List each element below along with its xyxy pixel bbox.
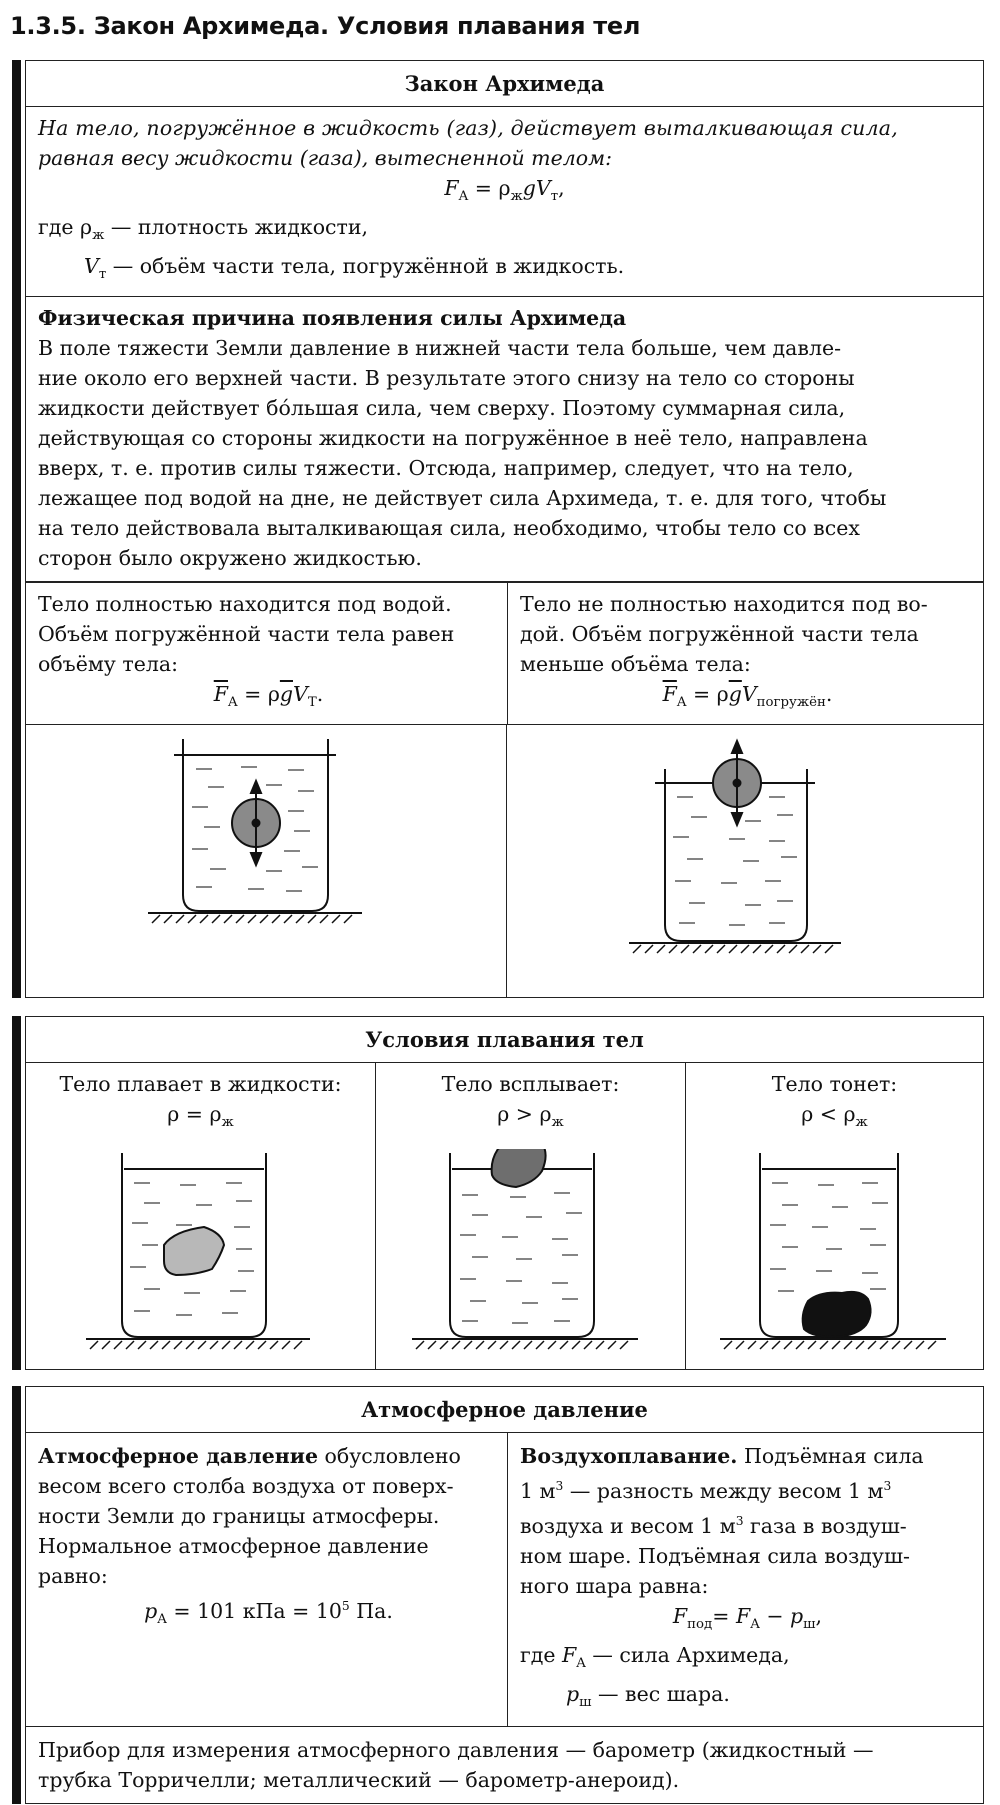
page-title: 1.3.5. Закон Архимеда. Условия плавания тел <box>10 12 641 40</box>
barometer-line: Прибор для измерения атмосферного давления — барометр (жидкостный — <box>38 1737 874 1762</box>
cause-line: лежащее под водой на дне, не действует сила Архимеда, т. е. для того, чтобы <box>38 486 887 511</box>
archimedes-statement <box>26 107 983 297</box>
case-condition: $\rho = \rho_ж$ <box>167 1102 234 1131</box>
lift-formula: $F_{под}= F_A - p_ш$, <box>672 1603 823 1632</box>
case-title: Тело тонет: <box>771 1072 898 1096</box>
atm-line: весом всего столба воздуха от поверх- <box>38 1474 454 1498</box>
barometer-text <box>26 1726 983 1803</box>
floating-case-greater <box>376 1063 686 1369</box>
archimedes-formula: $F_A = \rho_жgV_т$, <box>444 176 565 205</box>
cause-line: действующая со стороны жидкости на погружённое в неё тело, направлена <box>38 426 868 451</box>
partial-immersion-text <box>508 583 983 724</box>
atm-line: обусловлено <box>318 1444 461 1468</box>
case-title: Тело всплывает: <box>441 1072 620 1096</box>
cause-line: жидкости действует бо́льшая сила, чем сверху. Поэтому суммарная сила, <box>38 396 846 421</box>
floating-block <box>12 1016 984 1370</box>
case-title: Тело плавает в жидкости: <box>59 1072 342 1096</box>
physical-cause <box>26 297 983 581</box>
aero-line: ного шара равна: <box>520 1573 709 1598</box>
partial-formula: $\overline{F}_A = \rho\overline{g}V_{погружён}$. <box>662 682 833 711</box>
aeronautics-text: Воздухоплавание. Подъёмная сила 1 $м^3$ — разность между весом 1 $м^3$ воздуха и весом 1 $м^3$ газа в воздуш- ном шаре. Подъёмная сила воздуш- ного шара равна: $F_{под}= F_A - p_ш$, где $F_A$ — сила Архимеда, $p_ш$ — вес шара. <box>508 1433 983 1726</box>
case-condition: $\rho < \rho_ж$ <box>801 1102 868 1131</box>
aero-line: ном шаре. Подъёмная сила воздуш- <box>520 1543 910 1568</box>
cause-line: В поле тяжести Земли давление в нижней части тела больше, чем давле- <box>38 336 842 361</box>
atmospheric-pressure-term: Атмосферное давление <box>38 1444 319 1468</box>
atm-line: равно: <box>38 1564 108 1588</box>
immersion-block <box>12 582 984 998</box>
barometer-line: трубка Торричелли; металлический — барометр-анероид). <box>38 1767 680 1792</box>
where-volume: $V_т$ — объём части тела, погружённой в жидкость. <box>84 254 625 283</box>
cause-line: на тело действовала выталкивающая сила, необходимо, чтобы тело со всех <box>38 516 860 541</box>
cause-line: вверх, т. е. против силы тяжести. Отсюда, например, следует, что на тело, <box>38 456 854 481</box>
statement-line-1: На тело, погружённое в жидкость (газ), действует выталкивающая сила, <box>38 116 898 140</box>
atmosphere-header: Атмосферное давление <box>26 1387 983 1433</box>
full-immersion-figure <box>26 725 507 997</box>
partial-line: дой. Объём погружённой части тела <box>520 622 919 646</box>
pressure-formula: $p_A = 101$ кПа = $10^5$ Па. <box>144 1598 393 1627</box>
floating-header: Условия плавания тел <box>26 1017 983 1063</box>
partial-immersion-figure <box>507 725 991 997</box>
aeronautics-term: Воздухоплавание. <box>520 1444 738 1468</box>
lift-where-archimedes: где $F_A$ — сила Архимеда, <box>520 1642 790 1671</box>
full-line: Объём погружённой части тела равен <box>38 622 455 646</box>
aero-line: воздуха и весом 1 $м^3$ газа в воздуш- <box>520 1513 907 1538</box>
atm-line: Нормальное атмосферное давление <box>38 1534 429 1558</box>
floating-case-less <box>686 1063 983 1369</box>
cause-line: сторон было окружено жидкостью. <box>38 546 422 571</box>
floating-case-equal <box>26 1063 376 1369</box>
physical-cause-title: Физическая причина появления силы Архимеда <box>38 306 627 331</box>
where-density: где $\rho_ж$ — плотность жидкости, <box>38 215 369 244</box>
lift-where-weight: $p_ш$ — вес шара. <box>566 1681 730 1710</box>
full-line: объёму тела: <box>38 652 179 676</box>
full-formula: $\overline{F}_A = \rho\overline{g}V_T$. <box>213 682 324 711</box>
aero-line: 1 $м^3$ — разность между весом 1 $м^3$ <box>520 1478 892 1503</box>
cause-line: ние около его верхней части. В результате этого снизу на тело со стороны <box>38 366 855 391</box>
partial-line: меньше объёма тела: <box>520 652 751 676</box>
atmospheric-pressure-text <box>26 1433 508 1726</box>
full-line: Тело полностью находится под водой. <box>38 592 452 616</box>
atmosphere-block <box>12 1386 984 1804</box>
partial-line: Тело не полностью находится под во- <box>520 592 928 616</box>
archimedes-header: Закон Архимеда <box>26 61 983 107</box>
case-condition: $\rho > \rho_ж$ <box>497 1102 564 1131</box>
statement-line-2: равная весу жидкости (газа), вытесненной телом: <box>38 146 613 170</box>
atm-line: ности Земли до границы атмосферы. <box>38 1504 440 1528</box>
archimedes-block <box>12 60 984 582</box>
full-immersion-text <box>26 583 508 724</box>
